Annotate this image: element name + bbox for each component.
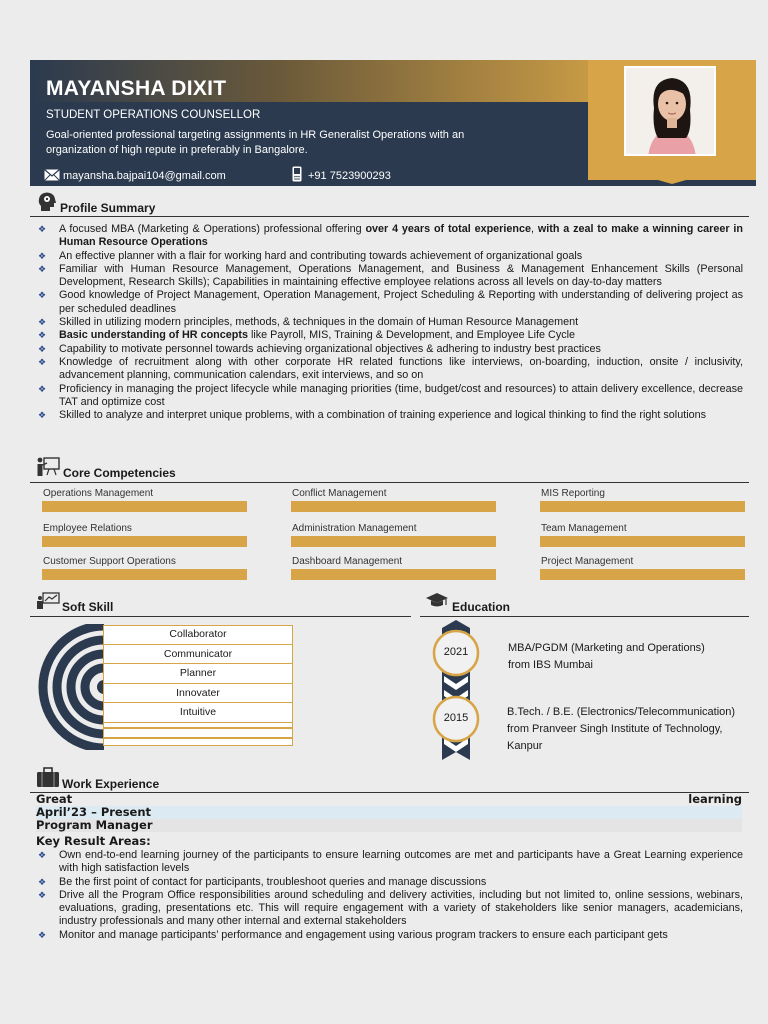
skill-table-line: [103, 737, 293, 739]
competency-bar: [42, 569, 247, 580]
item-text: Good knowledge of Project Management, Operation Management, Project Scheduling & Reporting with understanding of delivering project as per scheduled deadlines: [59, 289, 743, 315]
competency-label: MIS Reporting: [541, 488, 605, 499]
education-degree-2: B.Tech. / B.E. (Electronics/Telecommunication): [507, 706, 736, 718]
kra-list: [38, 849, 743, 942]
education-city-2: Kanpur: [507, 740, 543, 752]
profile-summary-item: [38, 329, 743, 342]
soft-skill-item: Innovater: [103, 684, 293, 704]
profile-summary-item: [38, 383, 743, 410]
item-text: Skilled to analyze and interpret unique problems, with a combination of training experience and logical thinking to find the right solutions: [59, 409, 707, 422]
competency-bar: [291, 501, 496, 512]
profile-summary-heading: Profile Summary: [60, 201, 156, 215]
item-text: Capability to motivate personnel towards achieving organizational objectives & adhering to industry best practices: [59, 342, 601, 355]
objective-text: Goal-oriented professional targeting assignments in HR Generalist Operations with an organization of high repute in preferably in Bangalore.: [46, 129, 465, 156]
soft-skill-item: Collaborator: [103, 625, 293, 645]
item-text: like Payroll, MIS, Training & Development, and Employee Life Cycle: [247, 329, 576, 342]
company-name-right: learning: [688, 792, 742, 806]
item-text: Proficiency in managing the project lifecycle while managing priorities (time, budget/cost and resources) to attain delivery excellence, decrease TAT and optimize cost: [59, 382, 743, 408]
item-text: ,: [531, 223, 538, 235]
divider: [30, 216, 749, 217]
job-dates-text: April’23 – Present: [36, 805, 152, 819]
head-gears-icon: [37, 191, 57, 213]
phone-number[interactable]: +91 7523900293: [308, 170, 391, 182]
competency-bar: [540, 536, 745, 547]
kra-item: ❖ Monitor and manage participants’ performance and engagement using various program trackers to ensure each participant gets: [38, 929, 743, 942]
job-role: [36, 819, 742, 832]
skill-arcs-graphic: [38, 624, 106, 750]
profile-summary-item: [38, 409, 743, 422]
soft-skill-item: Communicator: [103, 645, 293, 665]
item-text: Familiar with Human Resource Management, Operations Management, and Business & Management Enhancement Skills (Personal Development, Research Skills); Capabilities in maintaining effective employee relations across all levels on day-to-day matters: [59, 262, 743, 289]
item-text: Skilled in utilizing modern principles, methods, & techniques in the domain of Human Resource Management: [59, 316, 579, 329]
candidate-title: STUDENT OPERATIONS COUNSELLOR: [46, 109, 261, 121]
candidate-name: MAYANSHA DIXIT: [46, 77, 227, 100]
kra-item: ❖ Drive all the Program Office responsibilities around scheduling and delivery activities, including but not limited to, online sessions, webinars, evaluations, grading, presentations etc. This will require engagement with a variety of stakeholders like senior managers, academicians, industry professionals and many other internal and external stakeholders: [38, 889, 743, 929]
highlight-text: over 4 years of total experience: [365, 223, 531, 235]
education-timeline: [428, 620, 484, 760]
item-text: Knowledge of recruitment along with other corporate HR related functions like interviews, on-boarding, induction, onsite / inclusivity, advancement planning, communication calendars, exit interviews, and so on: [59, 355, 743, 382]
job-role-text: Program Manager: [36, 818, 153, 832]
soft-skill-item: Intuitive: [103, 703, 293, 723]
profile-summary-item: [38, 289, 743, 316]
education-year-1: 2021: [443, 646, 469, 658]
education-heading: Education: [452, 600, 511, 614]
divider: [420, 616, 749, 617]
competency-label: Operations Management: [43, 488, 154, 499]
competency-bar: [291, 536, 496, 547]
education-school-2: from Pranveer Singh Institute of Technology,: [507, 723, 723, 735]
competency-bar: [540, 501, 745, 512]
soft-skill-item: Planner: [103, 664, 293, 684]
profile-summary-item: [38, 316, 743, 329]
kra-item: ❖ Own end-to-end learning journey of the participants to ensure learning outcomes are met and participants have a Great Learning experience with high satisfaction levels: [38, 849, 743, 876]
kra-heading: Key Result Areas:: [36, 834, 151, 848]
company-name-left: Great: [36, 792, 73, 806]
profile-summary-item: [38, 343, 743, 356]
competency-label: Customer Support Operations: [43, 556, 176, 567]
core-competencies-heading: Core Competencies: [63, 466, 176, 480]
competency-bar: [42, 536, 247, 547]
profile-photo: [624, 66, 716, 156]
competency-label: Conflict Management: [292, 488, 387, 499]
phone-icon: [292, 166, 302, 182]
education-school-1: from IBS Mumbai: [508, 659, 593, 671]
competency-label: Dashboard Management: [292, 556, 403, 567]
divider: [30, 482, 749, 483]
competency-bar: [540, 569, 745, 580]
skill-table-line: [103, 727, 293, 729]
profile-summary-item: [38, 263, 743, 290]
profile-summary-item: [38, 250, 743, 263]
kra-item: ❖ Be the first point of contact for participants, troubleshoot queries and manage discussions: [38, 876, 743, 889]
item-text: A focused MBA (Marketing & Operations) professional offering: [59, 223, 366, 235]
work-experience-heading: Work Experience: [62, 777, 160, 791]
competency-label: Project Management: [541, 556, 634, 567]
profile-summary-item: [38, 223, 743, 250]
competency-label: Team Management: [541, 523, 627, 534]
email-icon: [44, 168, 60, 180]
competency-bar: [42, 501, 247, 512]
education-degree-1: MBA/PGDM (Marketing and Operations): [508, 642, 705, 654]
competency-label: Administration Management: [292, 523, 417, 534]
competency-bar: [291, 569, 496, 580]
chart-board-icon: [36, 592, 60, 610]
item-text: An effective planner with a flair for working hard and contributing towards achievement of organizational goals: [59, 249, 583, 262]
graduation-cap-icon: [425, 592, 449, 610]
profile-summary-list: [38, 223, 743, 422]
profile-summary-item: [38, 356, 743, 383]
education-year-2: 2015: [443, 712, 469, 724]
divider: [30, 616, 411, 617]
presenter-board-icon: [36, 456, 60, 476]
email-link[interactable]: mayansha.bajpai104@gmail.com: [63, 170, 226, 182]
competency-label: Employee Relations: [43, 523, 132, 534]
briefcase-icon: [36, 767, 60, 787]
highlight-text: with a zeal to make a winning career in Human Resource Operations: [59, 223, 744, 249]
highlight-text: Basic understanding of HR concepts: [59, 329, 248, 342]
soft-skill-heading: Soft Skill: [62, 600, 114, 614]
